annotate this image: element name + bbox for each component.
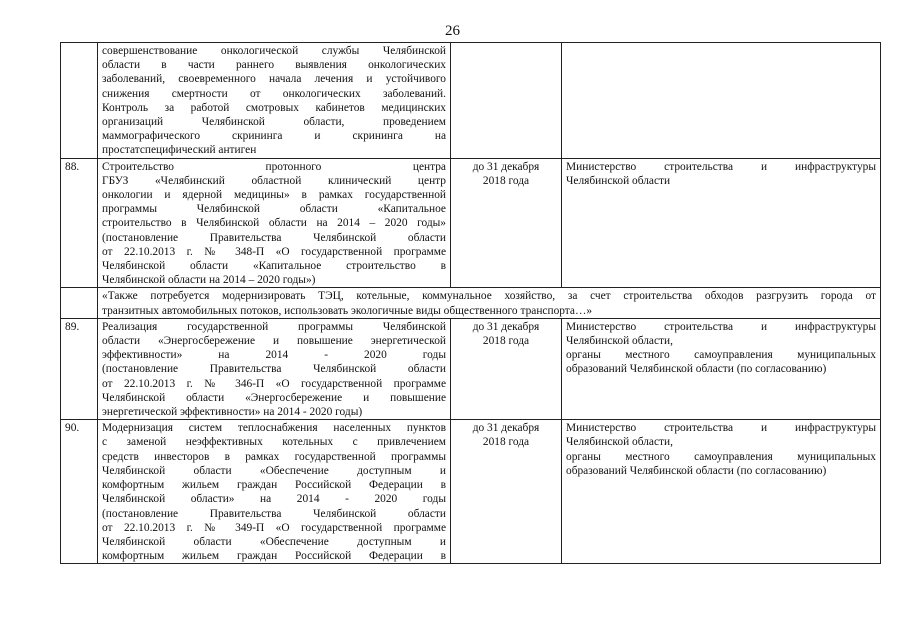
executor-cell — [562, 43, 881, 159]
row-number: 89. — [61, 318, 98, 419]
task-line: области в части раннего выявления онкологических — [102, 59, 446, 72]
task-line: эффективности» на 2014 - 2020 годы — [102, 349, 446, 362]
task-line: от 22.10.2013 г. № 348-П «О государственной программе — [102, 245, 446, 258]
executor-line: органы местного самоуправления муниципальных — [566, 450, 876, 463]
deadline-line: 2018 года — [482, 174, 530, 187]
deadline-line: до 31 декабря — [472, 320, 540, 333]
task-line: Модернизация систем теплоснабжения населенных пунктов — [102, 422, 446, 435]
table-row-89 — [61, 318, 881, 419]
deadline-line: 2018 года — [482, 436, 530, 449]
executor-line: Министерство строительства и инфраструктуры — [566, 160, 876, 173]
task-line: программы Челябинской области «Капитальное — [102, 203, 446, 216]
table-row-continuation — [61, 43, 881, 159]
task-line: от 22.10.2013 г. № 346-П «О государственной программе — [102, 377, 446, 390]
task-line: организаций Челябинской области, проведением — [102, 116, 446, 129]
task-line: заболеваний, своевременного начала лечения и устойчивого — [102, 73, 446, 86]
plan-table — [60, 42, 881, 564]
task-line: снижения смертности от онкологических заболеваний. — [102, 87, 446, 100]
task-line: строительство в Челябинской области на 2014 – 2020 годы» — [102, 217, 446, 230]
executor-cell — [562, 420, 881, 564]
task-line: Реализация государственной программы Челябинской — [102, 320, 446, 333]
executor-line: Министерство строительства и инфраструктуры — [566, 422, 876, 435]
quote-cell — [98, 288, 881, 318]
task-line: Челябинской области «Обеспечение доступным и — [102, 464, 446, 477]
task-line: (постановление Правительства Челябинской области — [102, 507, 446, 520]
executor-line: Министерство строительства и инфраструктуры — [566, 320, 876, 333]
task-line: Челябинской области» на 2014 - 2020 годы — [102, 493, 446, 506]
task-line: от 22.10.2013 г. № 349-П «О государственной программе — [102, 521, 446, 534]
number-cell — [61, 43, 98, 159]
row-number: 90. — [61, 420, 98, 564]
executor-line: образований Челябинской области (по согласованию) — [566, 363, 827, 376]
deadline-cell — [451, 420, 562, 564]
task-line: Контроль за работой смотровых кабинетов медицинских — [102, 101, 446, 114]
task-cell — [98, 318, 451, 419]
task-line: комфортным жильем граждан Российской Федерации в — [102, 550, 446, 563]
deadline-line: до 31 декабря — [472, 422, 540, 435]
executor-cell — [562, 318, 881, 419]
task-line: комфортным жильем граждан Российской Федерации в — [102, 479, 446, 492]
table-row-90 — [61, 420, 881, 564]
task-line: маммографического скрининга и скрининга на — [102, 130, 446, 143]
deadline-line: 2018 года — [482, 335, 530, 348]
task-line: Строительство протонного центра — [102, 160, 446, 173]
task-line: Челябинской области на 2014 – 2020 годы») — [102, 274, 316, 287]
task-line: Челябинской области «Обеспечение доступным и — [102, 535, 446, 548]
task-line: средств инвесторов в рамках государственной программы — [102, 450, 446, 463]
task-line: совершенствование онкологической службы Челябинской — [102, 45, 446, 57]
deadline-cell — [451, 43, 562, 159]
executor-line: органы местного самоуправления муниципальных — [566, 349, 876, 362]
task-line: области «Энергосбережение и повышение энергетической — [102, 335, 446, 348]
row-number: 88. — [61, 158, 98, 288]
task-line: Челябинской области «Энергосбережение и повышение — [102, 391, 446, 404]
executor-line: Челябинской области, — [566, 335, 673, 348]
task-cell — [98, 43, 451, 159]
deadline-cell — [451, 158, 562, 288]
task-line: (постановление Правительства Челябинской области — [102, 363, 446, 376]
task-line: ГБУЗ «Челябинский областной клинический центр — [102, 174, 446, 187]
deadline-line: до 31 декабря — [472, 160, 540, 173]
task-line: простатспецифический антиген — [102, 144, 257, 157]
task-line: с заменой неэффективных котельных с привлечением — [102, 436, 446, 449]
executor-cell — [562, 158, 881, 288]
executor-line: образований Челябинской области (по согласованию) — [566, 464, 827, 477]
number-cell — [61, 288, 98, 318]
quote-line: транзитных автомобильных потоков, использовать экологичные виды общественного транспорта…» — [102, 304, 593, 317]
task-line: Челябинской области «Капитальное строительство в — [102, 260, 446, 273]
quote-line: «Также потребуется модернизировать ТЭЦ, котельные, коммунальное хозяйство, за счет строительства обходов разгрузить города от — [102, 290, 876, 303]
executor-line: Челябинской области, — [566, 436, 673, 449]
executor-line: Челябинской области — [566, 174, 671, 187]
page-number: 26 — [445, 23, 460, 39]
task-line: энергетической эффективности» на 2014 - 2020 годы) — [102, 406, 363, 419]
task-cell — [98, 158, 451, 288]
task-cell — [98, 420, 451, 564]
deadline-cell — [451, 318, 562, 419]
table-row-88 — [61, 158, 881, 288]
quote-row — [61, 288, 881, 318]
task-line: онкологии и ядерной медицины» в рамках государственной — [102, 189, 446, 202]
task-line: (постановление Правительства Челябинской области — [102, 231, 446, 244]
